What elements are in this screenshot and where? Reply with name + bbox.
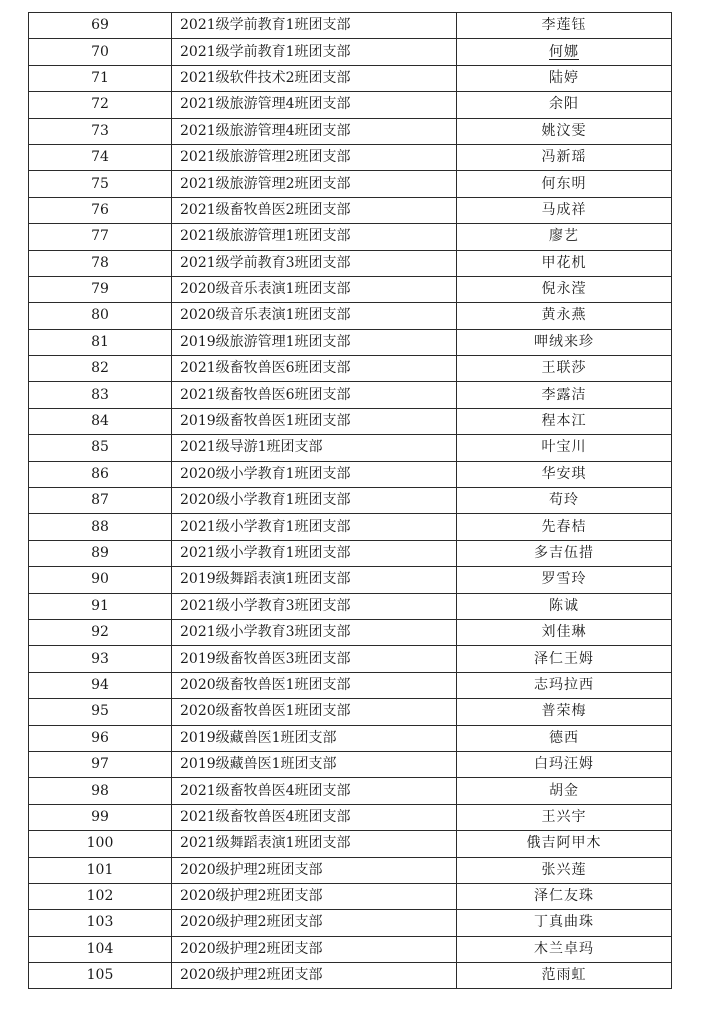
row-number-text: 79 bbox=[91, 281, 109, 298]
member-name-text: 木兰卓玛 bbox=[534, 940, 594, 957]
league-branch-text: 2021级小学教育1班团支部 bbox=[180, 518, 351, 535]
league-branch-cell bbox=[172, 699, 457, 725]
row-number-cell bbox=[29, 857, 172, 883]
row-number-text: 83 bbox=[91, 386, 109, 403]
member-name-cell bbox=[457, 725, 672, 751]
row-number-cell bbox=[29, 382, 172, 408]
member-name-text: 何东明 bbox=[541, 175, 587, 192]
row-number-cell bbox=[29, 171, 172, 197]
league-branch-cell bbox=[172, 250, 457, 276]
row-number-cell bbox=[29, 13, 172, 39]
league-branch-cell bbox=[172, 197, 457, 223]
table-row bbox=[29, 672, 672, 698]
league-branch-cell bbox=[172, 857, 457, 883]
league-branch-cell bbox=[172, 13, 457, 39]
row-number-text: 98 bbox=[91, 782, 109, 799]
row-number-text: 92 bbox=[91, 624, 109, 641]
row-number-text: 78 bbox=[91, 254, 109, 271]
member-name-text: 先春桔 bbox=[541, 518, 587, 535]
member-name-text: 张兴莲 bbox=[541, 861, 587, 878]
table-row bbox=[29, 751, 672, 777]
member-name-text: 王兴宇 bbox=[541, 808, 587, 825]
member-name-cell bbox=[457, 408, 672, 434]
league-branch-cell bbox=[172, 224, 457, 250]
row-number-text: 97 bbox=[91, 756, 109, 773]
league-branch-text: 2021级软件技术2班团支部 bbox=[180, 69, 351, 86]
member-name-cell bbox=[457, 540, 672, 566]
member-name-cell bbox=[457, 303, 672, 329]
league-branch-text: 2021级畜牧兽医6班团支部 bbox=[180, 360, 351, 377]
league-branch-text: 2021级畜牧兽医6班团支部 bbox=[180, 386, 351, 403]
member-name-text: 范雨虹 bbox=[541, 967, 587, 984]
row-number-text: 104 bbox=[86, 940, 114, 957]
league-branch-cell bbox=[172, 910, 457, 936]
member-name-cell bbox=[457, 276, 672, 302]
league-branch-cell bbox=[172, 303, 457, 329]
member-name-text: 华安琪 bbox=[541, 465, 587, 482]
member-name-cell bbox=[457, 963, 672, 989]
league-branch-text: 2020级畜牧兽医1班团支部 bbox=[180, 676, 351, 693]
league-branch-text: 2021级旅游管理4班团支部 bbox=[180, 96, 351, 113]
row-number-text: 77 bbox=[91, 228, 109, 245]
row-number-cell bbox=[29, 461, 172, 487]
row-number-text: 96 bbox=[91, 729, 109, 746]
table-row bbox=[29, 408, 672, 434]
league-branch-cell bbox=[172, 92, 457, 118]
member-name-cell bbox=[457, 382, 672, 408]
league-branch-text: 2021级学前教育1班团支部 bbox=[180, 43, 351, 60]
league-branch-text: 2021级小学教育1班团支部 bbox=[180, 545, 351, 561]
row-number-cell bbox=[29, 356, 172, 382]
member-name-text: 何娜 bbox=[549, 43, 579, 60]
row-number-cell bbox=[29, 751, 172, 777]
row-number-cell bbox=[29, 250, 172, 276]
league-branch-text: 2021级旅游管理2班团支部 bbox=[180, 175, 351, 192]
row-number-cell bbox=[29, 92, 172, 118]
member-name-cell bbox=[457, 699, 672, 725]
member-name-text: 俄吉阿甲木 bbox=[526, 835, 602, 852]
row-number-cell bbox=[29, 118, 172, 144]
row-number-cell bbox=[29, 435, 172, 461]
league-branch-text: 2021级畜牧兽医2班团支部 bbox=[180, 201, 351, 218]
member-name-text: 王联莎 bbox=[541, 360, 587, 377]
league-branch-text: 2020级护理2班团支部 bbox=[180, 914, 323, 931]
row-number-text: 75 bbox=[91, 175, 109, 192]
row-number-text: 71 bbox=[91, 69, 109, 86]
league-branch-cell bbox=[172, 778, 457, 804]
member-name-cell bbox=[457, 435, 672, 461]
member-name-text: 马成祥 bbox=[541, 201, 587, 218]
member-name-cell bbox=[457, 751, 672, 777]
table-row bbox=[29, 910, 672, 936]
member-name-cell bbox=[457, 250, 672, 276]
row-number-cell bbox=[29, 540, 172, 566]
league-branch-text: 2021级旅游管理4班团支部 bbox=[180, 122, 351, 139]
league-branch-cell bbox=[172, 171, 457, 197]
league-branch-text: 2021级小学教育3班团支部 bbox=[180, 624, 351, 641]
member-name-cell bbox=[457, 118, 672, 144]
league-branch-cell bbox=[172, 831, 457, 857]
member-name-cell bbox=[457, 646, 672, 672]
member-name-cell bbox=[457, 329, 672, 355]
member-name-cell bbox=[457, 514, 672, 540]
league-branch-text: 2020级护理2班团支部 bbox=[180, 967, 323, 984]
table-row bbox=[29, 276, 672, 302]
league-branch-text: 2019级畜牧兽医1班团支部 bbox=[180, 413, 351, 430]
table-row bbox=[29, 804, 672, 830]
row-number-cell bbox=[29, 936, 172, 962]
row-number-text: 72 bbox=[91, 96, 109, 113]
league-branch-cell bbox=[172, 276, 457, 302]
league-branch-cell bbox=[172, 619, 457, 645]
member-name-text: 冯新瑶 bbox=[541, 149, 587, 166]
row-number-text: 70 bbox=[91, 43, 109, 60]
row-number-text: 102 bbox=[86, 888, 114, 905]
league-branch-text: 2020级小学教育1班团支部 bbox=[180, 465, 351, 482]
member-name-cell bbox=[457, 39, 672, 65]
league-branch-cell bbox=[172, 936, 457, 962]
table-row bbox=[29, 619, 672, 645]
league-branch-cell bbox=[172, 488, 457, 514]
table-row bbox=[29, 831, 672, 857]
table-row bbox=[29, 883, 672, 909]
table-row bbox=[29, 593, 672, 619]
league-branch-text: 2020级音乐表演1班团支部 bbox=[180, 281, 351, 298]
member-name-text: 余阳 bbox=[549, 96, 579, 113]
row-number-text: 86 bbox=[91, 465, 109, 482]
league-branch-cell bbox=[172, 514, 457, 540]
row-number-cell bbox=[29, 672, 172, 698]
league-branch-cell bbox=[172, 39, 457, 65]
league-branch-cell bbox=[172, 963, 457, 989]
member-name-cell bbox=[457, 936, 672, 962]
table-row bbox=[29, 646, 672, 672]
member-name-cell bbox=[457, 672, 672, 698]
member-name-cell bbox=[457, 356, 672, 382]
member-name-text: 志玛拉西 bbox=[534, 676, 594, 693]
row-number-text: 89 bbox=[91, 545, 109, 561]
row-number-cell bbox=[29, 725, 172, 751]
row-number-text: 84 bbox=[91, 413, 109, 430]
league-branch-text: 2020级音乐表演1班团支部 bbox=[180, 307, 351, 324]
league-branch-text: 2021级舞蹈表演1班团支部 bbox=[180, 835, 351, 852]
league-branch-cell bbox=[172, 65, 457, 91]
table-row bbox=[29, 461, 672, 487]
league-branch-text: 2019级藏兽医1班团支部 bbox=[180, 729, 337, 746]
table-row bbox=[29, 92, 672, 118]
member-name-text: 胡金 bbox=[549, 782, 579, 799]
row-number-cell bbox=[29, 963, 172, 989]
table-row bbox=[29, 329, 672, 355]
league-branch-cell bbox=[172, 593, 457, 619]
league-branch-cell bbox=[172, 435, 457, 461]
row-number-cell bbox=[29, 39, 172, 65]
row-number-cell bbox=[29, 65, 172, 91]
row-number-text: 105 bbox=[86, 967, 114, 984]
member-name-text: 黄永燕 bbox=[541, 307, 587, 324]
row-number-cell bbox=[29, 646, 172, 672]
league-branch-text: 2021级学前教育3班团支部 bbox=[180, 254, 351, 271]
member-name-cell bbox=[457, 619, 672, 645]
member-name-cell bbox=[457, 144, 672, 170]
league-branch-text: 2021级旅游管理2班团支部 bbox=[180, 149, 351, 166]
member-name-text: 普荣梅 bbox=[541, 703, 587, 720]
member-name-text: 泽仁友珠 bbox=[534, 888, 594, 905]
table-row bbox=[29, 514, 672, 540]
league-branch-cell bbox=[172, 751, 457, 777]
table-row bbox=[29, 435, 672, 461]
league-branch-text: 2021级学前教育1班团支部 bbox=[180, 17, 351, 34]
row-number-cell bbox=[29, 197, 172, 223]
table-row bbox=[29, 224, 672, 250]
member-name-text: 程本江 bbox=[541, 413, 587, 430]
roster-sheet bbox=[28, 12, 672, 989]
member-name-text: 白玛汪姆 bbox=[534, 756, 594, 773]
league-branch-cell bbox=[172, 540, 457, 566]
member-name-cell bbox=[457, 13, 672, 39]
member-name-cell bbox=[457, 567, 672, 593]
league-branch-text: 2021级导游1班团支部 bbox=[180, 439, 323, 456]
league-branch-cell bbox=[172, 672, 457, 698]
league-branch-cell bbox=[172, 883, 457, 909]
table-row bbox=[29, 963, 672, 989]
league-branch-text: 2019级舞蹈表演1班团支部 bbox=[180, 571, 351, 588]
league-branch-text: 2021级小学教育3班团支部 bbox=[180, 597, 351, 614]
member-name-text: 姚汶雯 bbox=[541, 122, 587, 139]
row-number-text: 90 bbox=[91, 571, 109, 588]
row-number-text: 80 bbox=[91, 307, 109, 324]
league-branch-cell bbox=[172, 144, 457, 170]
table-row bbox=[29, 13, 672, 39]
member-name-text: 丁真曲珠 bbox=[534, 914, 594, 931]
table-row bbox=[29, 699, 672, 725]
row-number-cell bbox=[29, 831, 172, 857]
row-number-text: 94 bbox=[91, 676, 109, 693]
row-number-cell bbox=[29, 593, 172, 619]
table-row bbox=[29, 197, 672, 223]
member-name-text: 多吉伍措 bbox=[534, 545, 594, 561]
row-number-cell bbox=[29, 408, 172, 434]
table-row bbox=[29, 65, 672, 91]
league-branch-text: 2019级畜牧兽医3班团支部 bbox=[180, 650, 351, 667]
row-number-cell bbox=[29, 488, 172, 514]
row-number-text: 81 bbox=[91, 333, 109, 350]
row-number-text: 85 bbox=[91, 439, 109, 456]
row-number-cell bbox=[29, 778, 172, 804]
league-branch-cell bbox=[172, 408, 457, 434]
member-name-cell bbox=[457, 488, 672, 514]
member-name-cell bbox=[457, 883, 672, 909]
member-name-cell bbox=[457, 224, 672, 250]
league-branch-cell bbox=[172, 461, 457, 487]
member-name-cell bbox=[457, 65, 672, 91]
row-number-text: 69 bbox=[91, 17, 109, 34]
league-branch-text: 2020级护理2班团支部 bbox=[180, 888, 323, 905]
league-branch-cell bbox=[172, 725, 457, 751]
table-row bbox=[29, 144, 672, 170]
member-name-cell bbox=[457, 171, 672, 197]
table-row bbox=[29, 118, 672, 144]
member-name-cell bbox=[457, 804, 672, 830]
row-number-text: 99 bbox=[91, 808, 109, 825]
row-number-text: 88 bbox=[91, 518, 109, 535]
row-number-cell bbox=[29, 804, 172, 830]
member-name-cell bbox=[457, 857, 672, 883]
member-name-text: 呷绒来珍 bbox=[534, 333, 594, 350]
row-number-cell bbox=[29, 276, 172, 302]
table-row bbox=[29, 488, 672, 514]
row-number-cell bbox=[29, 910, 172, 936]
league-branch-text: 2021级畜牧兽医4班团支部 bbox=[180, 782, 351, 799]
row-number-text: 73 bbox=[91, 122, 109, 139]
league-branch-text: 2019级藏兽医1班团支部 bbox=[180, 756, 337, 773]
league-branch-cell bbox=[172, 382, 457, 408]
row-number-text: 103 bbox=[86, 914, 114, 931]
member-name-cell bbox=[457, 461, 672, 487]
table-row bbox=[29, 303, 672, 329]
member-name-text: 刘佳琳 bbox=[541, 624, 587, 641]
member-name-text: 叶宝川 bbox=[541, 439, 587, 456]
member-name-text: 罗雪玲 bbox=[541, 571, 587, 588]
member-name-text: 倪永滢 bbox=[541, 281, 587, 298]
league-branch-cell bbox=[172, 118, 457, 144]
row-number-cell bbox=[29, 144, 172, 170]
row-number-text: 93 bbox=[91, 650, 109, 667]
table-row bbox=[29, 725, 672, 751]
row-number-text: 95 bbox=[91, 703, 109, 720]
league-branch-text: 2020级畜牧兽医1班团支部 bbox=[180, 703, 351, 720]
row-number-cell bbox=[29, 619, 172, 645]
league-branch-text: 2020级护理2班团支部 bbox=[180, 940, 323, 957]
member-name-text: 陈诚 bbox=[549, 597, 579, 614]
table-row bbox=[29, 778, 672, 804]
row-number-cell bbox=[29, 567, 172, 593]
row-number-text: 91 bbox=[91, 597, 109, 614]
row-number-text: 101 bbox=[86, 861, 114, 878]
member-name-cell bbox=[457, 910, 672, 936]
table-row bbox=[29, 857, 672, 883]
row-number-text: 74 bbox=[91, 149, 109, 166]
member-name-text: 甲花机 bbox=[541, 254, 587, 271]
table-row bbox=[29, 171, 672, 197]
member-name-text: 李莲钰 bbox=[541, 17, 587, 34]
league-branch-text: 2020级小学教育1班团支部 bbox=[180, 492, 351, 509]
member-name-text: 廖艺 bbox=[549, 228, 579, 245]
league-branch-cell bbox=[172, 567, 457, 593]
league-branch-cell bbox=[172, 804, 457, 830]
league-branch-text: 2020级护理2班团支部 bbox=[180, 861, 323, 878]
table-row bbox=[29, 936, 672, 962]
league-branch-cell bbox=[172, 356, 457, 382]
table-row bbox=[29, 356, 672, 382]
member-name-text: 苟玲 bbox=[549, 492, 579, 509]
row-number-cell bbox=[29, 699, 172, 725]
member-name-cell bbox=[457, 197, 672, 223]
roster-table-body bbox=[29, 13, 672, 989]
row-number-text: 76 bbox=[91, 201, 109, 218]
member-name-cell bbox=[457, 831, 672, 857]
member-name-cell bbox=[457, 92, 672, 118]
member-roster-table bbox=[28, 12, 672, 989]
row-number-cell bbox=[29, 303, 172, 329]
member-name-text: 陆婷 bbox=[549, 69, 579, 86]
table-row bbox=[29, 382, 672, 408]
league-branch-cell bbox=[172, 329, 457, 355]
row-number-text: 87 bbox=[91, 492, 109, 509]
league-branch-text: 2019级旅游管理1班团支部 bbox=[180, 333, 351, 350]
member-name-text: 德西 bbox=[549, 729, 579, 746]
row-number-cell bbox=[29, 514, 172, 540]
row-number-cell bbox=[29, 329, 172, 355]
table-row bbox=[29, 540, 672, 566]
table-row bbox=[29, 250, 672, 276]
member-name-text: 李露洁 bbox=[541, 386, 587, 403]
member-name-text: 泽仁王姆 bbox=[534, 650, 594, 667]
table-row bbox=[29, 39, 672, 65]
row-number-text: 82 bbox=[91, 360, 109, 377]
member-name-cell bbox=[457, 778, 672, 804]
row-number-cell bbox=[29, 883, 172, 909]
member-name-cell bbox=[457, 593, 672, 619]
league-branch-text: 2021级旅游管理1班团支部 bbox=[180, 228, 351, 245]
table-row bbox=[29, 567, 672, 593]
league-branch-cell bbox=[172, 646, 457, 672]
row-number-text: 100 bbox=[86, 835, 114, 852]
league-branch-text: 2021级畜牧兽医4班团支部 bbox=[180, 808, 351, 825]
row-number-cell bbox=[29, 224, 172, 250]
